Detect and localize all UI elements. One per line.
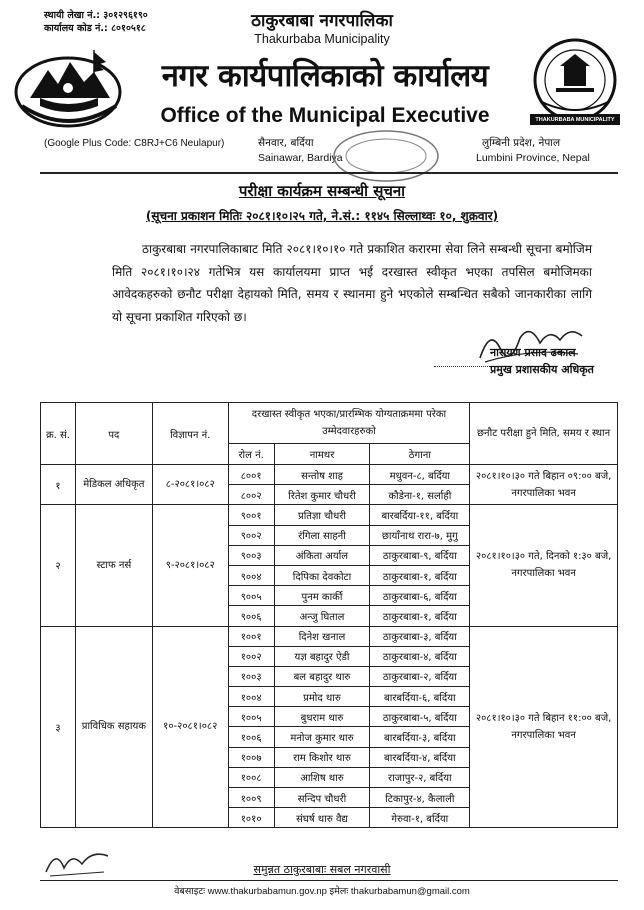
province-nepali: लुम्बिनी प्रदेश, नेपाल (482, 137, 561, 149)
cell-name: सन्दिप चौधरी (274, 788, 370, 808)
cell-address: गेरुवा-१, बर्दिया (370, 808, 470, 828)
header-applicants: दरखास्त स्वीकृत भएका/प्रारम्भिक योग्यताक्रममा परेका उम्मेदवारहरुको (228, 403, 470, 444)
registration-number: स्थायी लेखा नं.: ३०१२९६१९० (44, 10, 148, 21)
footer-slogan (0, 862, 644, 877)
municipality-name-nepali: ठाकुरबाबा नगरपालिका (251, 11, 393, 31)
header-divider (40, 172, 618, 174)
header-advert: विज्ञापन नं. (152, 403, 228, 465)
cell-name: बुधराम थारु (274, 707, 370, 727)
cell-name: आशिष थारु (274, 767, 370, 787)
cell-name: रंगिला साहनी (274, 525, 370, 545)
cell-sn: २ (41, 505, 76, 626)
cell-roll: १००५ (228, 707, 274, 727)
header-post: पद (75, 403, 152, 465)
cell-address: छायाँनाथ रारा-७, मुगु (370, 525, 470, 545)
cell-post: प्राविधिक सहायक (75, 626, 152, 828)
header-schedule: छनौट परीक्षा हुने मिति, समय र स्थान (470, 403, 618, 465)
table-row (41, 626, 618, 646)
header-name: नामथर (274, 444, 370, 465)
cell-address: ठाकुरबाबा-९, बर्दिया (370, 545, 470, 565)
office-title-english: Office of the Municipal Executive (160, 104, 490, 127)
cell-roll: १००३ (228, 666, 274, 686)
cell-roll: ९००५ (228, 586, 274, 606)
cell-roll: ९००३ (228, 545, 274, 565)
notice-body: ठाकुरबाबा नगरपालिकाबाट मिति २०८१।१०।१० गते प्रकाशित करारमा सेवा लिने सम्बन्धी सूचना बमोजिम मिति २०८१।१०।२४ गतेभित्र यस कार्यालयमा प्राप्त भई दरखास्त स्वीकृत भएका तपसिल बमोजिमका आवेदकहरुको छनौट परीक्षा देहायको मिति, समय र स्थानमा हुने भएकोले सम्बन्धित सबैको जानकारीका लागि यो सूचना प्रकाशित गरिएको छ। (112, 242, 592, 324)
cell-roll: ८००१ (228, 465, 274, 485)
publication-date-line (0, 207, 644, 224)
table-header-row (41, 403, 618, 444)
cell-address: बारबर्दिया-४, बर्दिया (370, 747, 470, 767)
table-body (41, 465, 618, 828)
office-stamp-icon (330, 128, 442, 184)
cell-address: मधुवन-८, बर्दिया (370, 465, 470, 485)
cell-roll: ९००१ (228, 505, 274, 525)
cell-roll: १००७ (228, 747, 274, 767)
cell-schedule: २०८१।१०।३० गते, दिनको १:३० बजे, नगरपालिका भवन (470, 505, 618, 626)
table-row (41, 505, 618, 525)
cell-name: रितेश कुमार चौधरी (274, 485, 370, 505)
municipality-logo-text: THAKURBABA MUNICIPALITY (535, 117, 615, 123)
table-row (41, 465, 618, 485)
cell-roll: ९००६ (228, 606, 274, 626)
cell-name: सन्तोष शाह (274, 465, 370, 485)
cell-address: बारबर्दिया-११, बर्दिया (370, 505, 470, 525)
header-roll: रोल नं. (228, 444, 274, 465)
office-code: कार्यालय कोड नं.: ८०१०५१८ (44, 23, 146, 34)
office-title-nepali: नगर कार्यपालिकाको कार्यालय (161, 58, 489, 94)
municipality-logo-icon (526, 36, 624, 128)
header-address: ठेगाना (370, 444, 470, 465)
nepal-emblem-icon (10, 40, 128, 132)
signer-name: नारायण प्रसाद ढकाल (490, 346, 576, 359)
publication-date-text: (सूचना प्रकाशन मितिः २०८१।१०।२५ गते, ने.सं.: ११४५ सिल्लाथ्वः १०, शुक्रवार) (145, 209, 499, 223)
cell-address: बारबर्दिया-६, बर्दिया (370, 687, 470, 707)
cell-address: ठाकुरबाबा-६, बर्दिया (370, 586, 470, 606)
cell-roll: ८००२ (228, 485, 274, 505)
cell-address: ठाकुरबाबा-२, बर्दिया (370, 666, 470, 686)
cell-name: दिपिका देवकोटा (274, 565, 370, 585)
cell-address: ठाकुरबाबा-१, बर्दिया (370, 606, 470, 626)
cell-advert: ९-२०८१।०८२ (152, 505, 228, 626)
cell-name: प्रतिज्ञा चौधरी (274, 505, 370, 525)
cell-roll: ९००४ (228, 565, 274, 585)
cell-roll: १००८ (228, 767, 274, 787)
notice-title-text: परीक्षा कार्यक्रम सम्बन्धी सूचना (238, 182, 406, 200)
cell-roll: १००४ (228, 687, 274, 707)
cell-address: कौडेना-१, सर्लाही (370, 485, 470, 505)
cell-roll: १००६ (228, 727, 274, 747)
cell-address: ठाकुरबाबा-४, बर्दिया (370, 646, 470, 666)
cell-post: स्टाफ नर्स (75, 505, 152, 626)
address-nepali: सैनवार, बर्दिया (258, 137, 314, 149)
cell-address: ठाकुरबाबा-५, बर्दिया (370, 707, 470, 727)
cell-name: यज्ञ बहादुर ऐडी (274, 646, 370, 666)
cell-sn: ३ (41, 626, 76, 828)
cell-roll: ९००२ (228, 525, 274, 545)
cell-name: दिनेश खनाल (274, 626, 370, 646)
cell-post: मेडिकल अधिकृत (75, 465, 152, 505)
municipality-name-english: Thakurbaba Municipality (254, 32, 390, 46)
cell-name: बल बहादुर थारु (274, 666, 370, 686)
cell-name: अन्जु घिताल (274, 606, 370, 626)
cell-name: संघर्ष थारु वैद्य (274, 808, 370, 828)
signer-title: प्रमुख प्रशासकीय अधिकृत (490, 363, 594, 376)
cell-address: ठाकुरबाबा-३, बर्दिया (370, 626, 470, 646)
province-english: Lumbini Province, Nepal (476, 152, 590, 164)
cell-advert: ८-२०८१।०८२ (152, 465, 228, 505)
cell-address: टिकापुर-४, कैलाली (370, 788, 470, 808)
cell-schedule: २०८१।१०।३० गते बिहान ११:०० बजे, नगरपालिका भवन (470, 626, 618, 828)
notice-title (0, 181, 644, 201)
cell-address: बारबर्दिया-३, बर्दिया (370, 727, 470, 747)
cell-name: अंकिता अर्याल (274, 545, 370, 565)
cell-schedule: २०८१।१०।३० गते बिहान ०९:०० बजे, नगरपालिका भवन (470, 465, 618, 505)
google-plus-code: (Google Plus Code: C8RJ+C6 Neulapur) (44, 138, 225, 149)
address-english: Sainawar, Bardiya (258, 152, 343, 164)
cell-sn: १ (41, 465, 76, 505)
cell-advert: १०-२०८१।०८२ (152, 626, 228, 828)
footer-divider (40, 880, 618, 881)
cell-address: राजापुर-२, बर्दिया (370, 767, 470, 787)
cell-roll: १००९ (228, 788, 274, 808)
cell-name: राम किशोर थारु (274, 747, 370, 767)
footer-slogan-text: समुन्नत ठाकुरबाबाः सबल नगरवासी (253, 863, 391, 876)
cell-name: प्रमोद थारु (274, 687, 370, 707)
exam-schedule-table (40, 402, 618, 828)
footer-contact: वेबसाइटः www.thakurbabamun.gov.np इमेलः thakurbabamun@gmail.com (174, 886, 470, 897)
cell-roll: १०१० (228, 808, 274, 828)
cell-roll: १००२ (228, 646, 274, 666)
cell-name: मनोज कुमार थारु (274, 727, 370, 747)
cell-name: पुनम कार्की (274, 586, 370, 606)
cell-address: ठाकुरबाबा-१, बर्दिया (370, 565, 470, 585)
cell-roll: १००१ (228, 626, 274, 646)
header-sn: क्र. सं. (41, 403, 76, 465)
